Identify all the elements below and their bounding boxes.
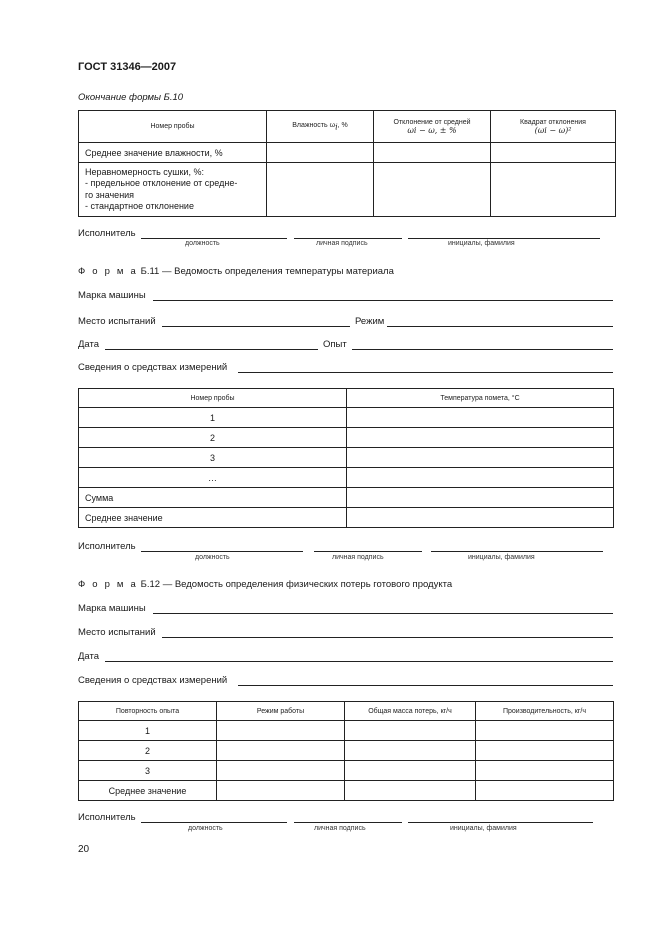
signature-line[interactable] xyxy=(408,822,593,823)
instruments-label: Сведения о средствах измерений xyxy=(78,362,228,373)
empty-cell[interactable] xyxy=(217,721,345,741)
caption-position: должность xyxy=(185,240,220,247)
table-row xyxy=(79,428,614,448)
place-field[interactable] xyxy=(162,637,613,638)
signature-line[interactable] xyxy=(408,238,600,239)
empty-cell[interactable] xyxy=(374,163,491,217)
empty-cell[interactable] xyxy=(491,163,616,217)
empty-cell[interactable] xyxy=(217,741,345,761)
empty-cell[interactable] xyxy=(345,781,476,801)
date-label: Дата xyxy=(78,651,100,662)
form-b11-title: Ф о р м а Б.11 — Ведомость определения температуры материала xyxy=(78,266,394,277)
machine-field[interactable] xyxy=(153,300,613,301)
signature-line[interactable] xyxy=(141,238,287,239)
machine-label: Марка машины xyxy=(78,290,146,301)
form-b12-title: Ф о р м а Б.12 — Ведомость определения физических потерь готового продукта xyxy=(78,579,453,590)
date-field[interactable] xyxy=(105,349,318,350)
col-temperature: Температура помета, °С xyxy=(347,389,614,408)
table-row xyxy=(79,468,614,488)
row-label: Неравномерность сушки, %: - предельное отклонение от средне- го значения - стандартное отклонение xyxy=(79,163,267,217)
caption-signature: личная подпись xyxy=(316,240,368,247)
page-number: 20 xyxy=(78,844,90,855)
empty-cell[interactable] xyxy=(476,741,614,761)
executor-label: Исполнитель xyxy=(78,228,136,239)
table-row xyxy=(79,781,614,801)
signature-line[interactable] xyxy=(314,551,422,552)
table-row xyxy=(79,163,616,217)
instruments-field[interactable] xyxy=(238,685,613,686)
table-header-row xyxy=(79,702,614,721)
table-row xyxy=(79,508,614,528)
executor-label: Исполнитель xyxy=(78,812,136,823)
date-label: Дата xyxy=(78,339,100,350)
caption-position: должность xyxy=(195,554,230,561)
row-label: 2 xyxy=(79,428,347,448)
mode-label: Режим xyxy=(355,316,385,327)
form-continuation-caption: Окончание формы Б.10 xyxy=(78,92,184,103)
table-row xyxy=(79,488,614,508)
row-label: Среднее значение xyxy=(79,781,217,801)
signature-line[interactable] xyxy=(294,822,402,823)
machine-field[interactable] xyxy=(153,613,613,614)
caption-signature: личная подпись xyxy=(314,825,366,832)
empty-cell[interactable] xyxy=(347,408,614,428)
row-label: 3 xyxy=(79,448,347,468)
form-b10-table xyxy=(78,110,616,217)
col-mode: Режим работы xyxy=(217,702,345,721)
signature-line[interactable] xyxy=(431,551,603,552)
row-label: 1 xyxy=(79,408,347,428)
empty-cell[interactable] xyxy=(476,781,614,801)
empty-cell[interactable] xyxy=(267,143,374,163)
empty-cell[interactable] xyxy=(217,781,345,801)
table-row xyxy=(79,408,614,428)
mode-field[interactable] xyxy=(387,326,613,327)
signature-line[interactable] xyxy=(141,551,303,552)
row-label: … xyxy=(79,468,347,488)
date-field[interactable] xyxy=(105,661,613,662)
document-code: ГОСТ 31346—2007 xyxy=(78,61,177,73)
place-label: Место испытаний xyxy=(78,627,156,638)
machine-label: Марка машины xyxy=(78,603,146,614)
col-total-loss: Общая масса потерь, кг/ч xyxy=(345,702,476,721)
caption-name: инициалы, фамилия xyxy=(450,825,517,832)
signature-line[interactable] xyxy=(294,238,402,239)
row-label: 2 xyxy=(79,741,217,761)
table-row xyxy=(79,761,614,781)
empty-cell[interactable] xyxy=(345,721,476,741)
instruments-label: Сведения о средствах измерений xyxy=(78,675,228,686)
form-b11-table xyxy=(78,388,614,528)
row-label: 1 xyxy=(79,721,217,741)
row-label: Среднее значение xyxy=(79,508,347,528)
row-label: 3 xyxy=(79,761,217,781)
empty-cell[interactable] xyxy=(347,508,614,528)
empty-cell[interactable] xyxy=(217,761,345,781)
caption-signature: личная подпись xyxy=(332,554,384,561)
place-field[interactable] xyxy=(162,326,350,327)
empty-cell[interactable] xyxy=(347,448,614,468)
empty-cell[interactable] xyxy=(347,488,614,508)
form-b12-table xyxy=(78,701,614,801)
place-label: Место испытаний xyxy=(78,316,156,327)
experiment-field[interactable] xyxy=(352,349,613,350)
table-header-row xyxy=(79,111,616,143)
empty-cell[interactable] xyxy=(491,143,616,163)
col-productivity: Производительность, кг/ч xyxy=(476,702,614,721)
empty-cell[interactable] xyxy=(345,761,476,781)
empty-cell[interactable] xyxy=(267,163,374,217)
col-sample-number: Номер пробы xyxy=(79,389,347,408)
col-deviation: Отклонение от средней ωi − ω, ± % xyxy=(374,111,491,143)
table-row xyxy=(79,721,614,741)
caption-name: инициалы, фамилия xyxy=(448,240,515,247)
signature-line[interactable] xyxy=(141,822,287,823)
table-row xyxy=(79,448,614,468)
empty-cell[interactable] xyxy=(347,468,614,488)
col-moisture: Влажность $\omega_i$, % xyxy=(267,111,374,143)
row-label: Среднее значение влажности, % xyxy=(79,143,267,163)
empty-cell[interactable] xyxy=(476,721,614,741)
empty-cell[interactable] xyxy=(374,143,491,163)
empty-cell[interactable] xyxy=(347,428,614,448)
caption-position: должность xyxy=(188,825,223,832)
empty-cell[interactable] xyxy=(476,761,614,781)
instruments-field[interactable] xyxy=(238,372,613,373)
table-row xyxy=(79,143,616,163)
experiment-label: Опыт xyxy=(323,339,347,350)
col-repetition: Повторность опыта xyxy=(79,702,217,721)
col-sample-number: Номер пробы xyxy=(79,111,267,143)
table-header-row xyxy=(79,389,614,408)
caption-name: инициалы, фамилия xyxy=(468,554,535,561)
col-squared-deviation: Квадрат отклонения (ωi − ω)² xyxy=(491,111,616,143)
row-label: Сумма xyxy=(79,488,347,508)
executor-label: Исполнитель xyxy=(78,541,136,552)
table-row xyxy=(79,741,614,761)
empty-cell[interactable] xyxy=(345,741,476,761)
